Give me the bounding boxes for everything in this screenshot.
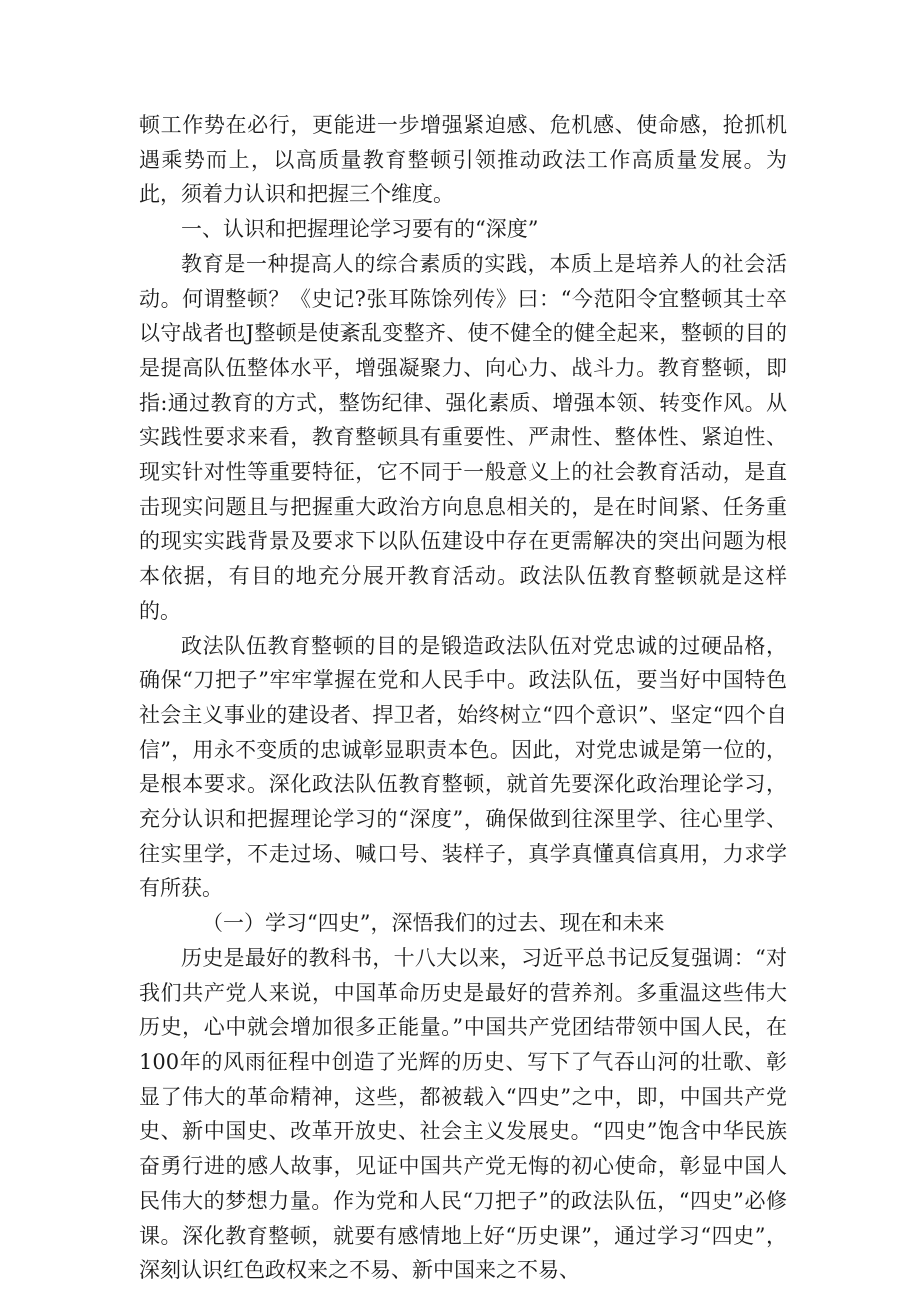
section-heading-1: 一、认识和把握理论学习要有的“深度” (181, 217, 539, 242)
paragraph-education-definition: 教育是一种提高人的综合素质的实践，本质上是培养人的社会活动。何谓整顿？《史记?张耳陈馀列传》曰：“今范阳令宜整顿其士卒以守战者也J整顿是使紊乱变整齐、使不健全的健全起来，整顿的目的是提高队伍整体水平，增强凝聚力、向心力、战斗力。教育整顿，即指:通过教育的方式，整饬纪律、强化素质、增强本领、转变作风。从实践性要求来看，教育整顿具有重要性、严肃性、整体性、紧迫性、现实针对性等重要特征，它不同于一般意义上的社会教育活动，是直击现实问题且与把握重大政治方向息息相关的，是在时间紧、任务重的现实实践背景及要求下以队伍建设中存在更需解决的突出问题为根本依据，有目的地充分展开教育活动。政法队伍教育整顿就是这样的。 (139, 251, 787, 623)
paragraph-loyalty: 政法队伍教育整顿的目的是锻造政法队伍对党忠诚的过硬品格，确保“刀把子”牢牢掌握在党和人民手中。政法队伍，要当好中国特色社会主义事业的建设者、捍卫者，始终树立“四个意识”、坚定“四个自信”，用永不变质的忠诚彰显职责本色。因此，对党忠诚是第一位的，是根本要求。深化政法队伍教育整顿，就首先要深化政治理论学习，充分认识和把握理论学习的“深度”，确保做到往深里学、往心里学、往实里学，不走过场、喊口号、装样子，真学真懂真信真用，力求学有所获。 (139, 633, 787, 901)
paragraph-continuation: 顿工作势在必行，更能进一步增强紧迫感、危机感、使命感，抢抓机遇乘势而上，以高质量教育整顿引领推动政法工作高质量发展。为此，须着力认识和把握三个维度。 (139, 113, 787, 207)
paragraph-four-histories: 历史是最好的教科书，十八大以来，习近平总书记反复强调：“对我们共产党人来说，中国革命历史是最好的营养剂。多重温这些伟大历史，心中就会增加很多正能量。”中国共产党团结带领中国人民，在100年的风雨征程中创造了光辉的历史、写下了气吞山河的壮歌、彰显了伟大的革命精神，这些，都被载入“四史”之中，即，中国共产党史、新中国史、改革开放史、社会主义发展史。“四史”饱含中华民族奋勇行进的感人故事，见证中国共产党无悔的初心使命，彰显中国人民伟大的梦想力量。作为党和人民“刀把子”的政法队伍，“四史”必修课。深化教育整顿，就要有感情地上好“历史课”，通过学习“四史”，深刻认识红色政权来之不易、新中国来之不易、 (139, 945, 787, 1283)
document-body (139, 108, 787, 1288)
subsection-heading-1: （一）学习“四史”，深悟我们的过去、现在和未来 (202, 911, 665, 936)
